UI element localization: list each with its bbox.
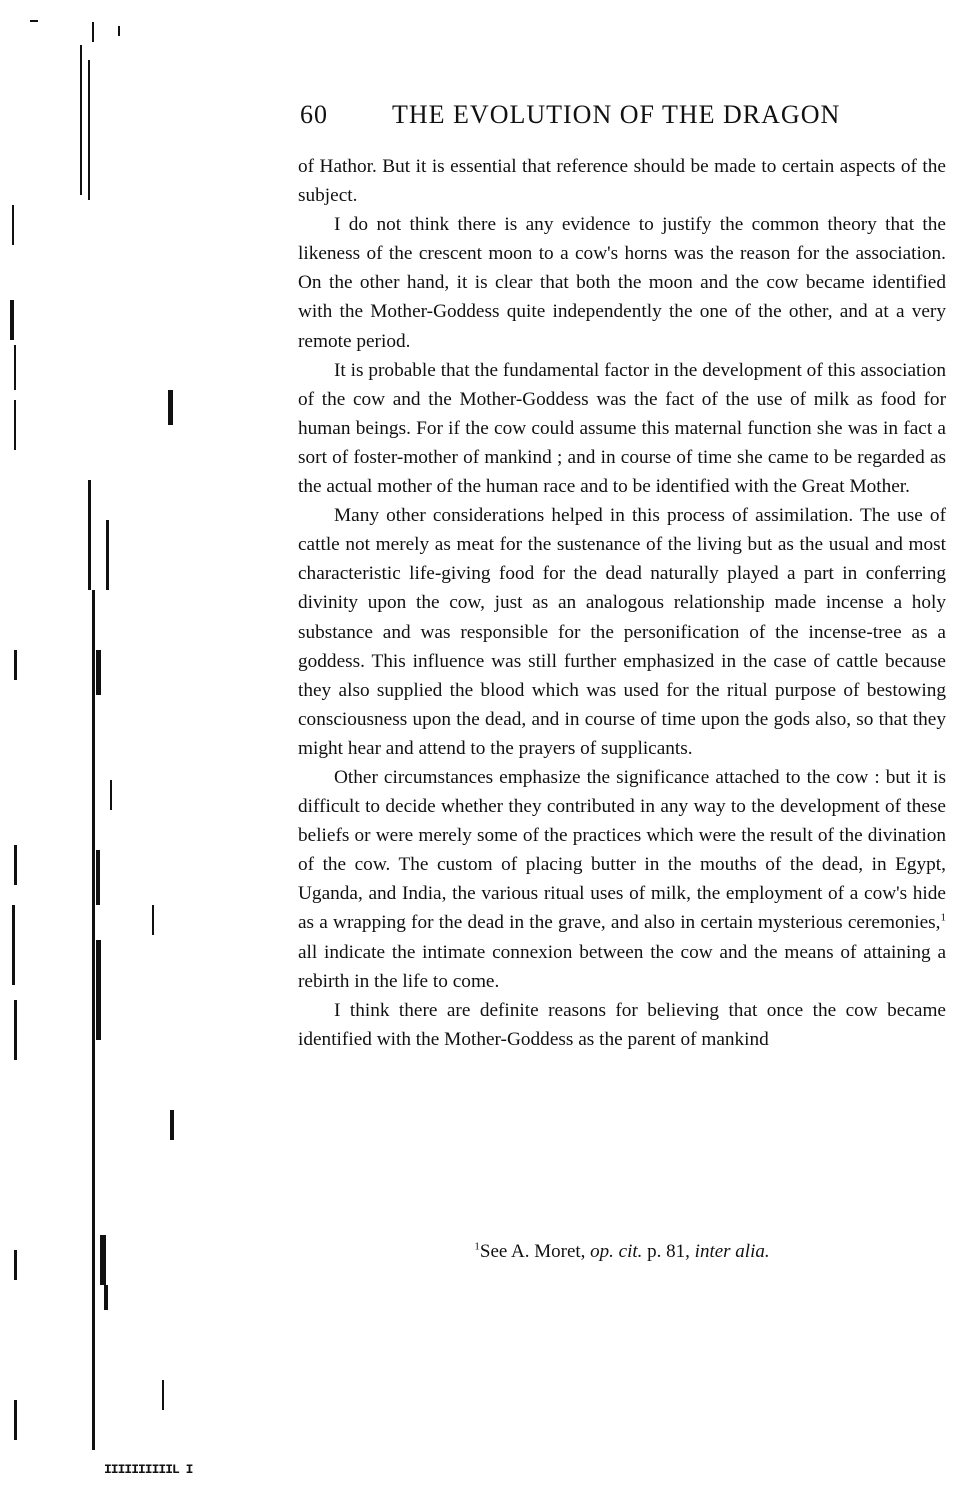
paragraph-text: all indicate the intimate connexion between the cow and the means of attaining a rebirth in the life to come. [298, 941, 946, 992]
footnote-inter-alia: inter alia. [694, 1241, 770, 1262]
scan-mark [88, 480, 91, 590]
footnote-op-cit: op. cit. [590, 1241, 643, 1262]
scan-mark [14, 400, 16, 450]
scan-mark [14, 845, 17, 885]
scan-mark [92, 590, 95, 1450]
scan-mark [88, 60, 90, 200]
paragraph-text: Other circumstances emphasize the significance attached to the cow : but it is difficult to decide whether they contributed in any way to the development of these beliefs or were merely some of the practices which were the result of the divination of the cow. The custom of placing butter in the mouths of the dead, in Egypt, Uganda, and India, the various ritual uses of milk, the employment of a cow's hide as a wrapping for the dead in the grave, and also in certain mysterious ceremonies, [298, 766, 946, 934]
paragraph: I do not think there is any evidence to justify the common theory that the likeness of the crescent moon to a cow's horns was the reason for the association. On the other hand, it is clear that both the moon and the cow became identified with the Mother-Goddess quite independently the one of the other, and at a very remote period. [298, 214, 946, 352]
scan-mark [96, 650, 101, 695]
scan-mark [104, 1285, 108, 1310]
paragraph: I think there are definite reasons for believing that once the cow became identified with the Mother-Goddess as the parent of mankind [298, 999, 946, 1050]
paragraph: Many other considerations helped in this process of assimilation. The use of cattle not merely as meat for the sustenance of the living but as the usual and most characteristic life-giving food for the dead naturally played a part in conferring divinity upon the cow, just as an analogous relationship made incense a holy substance and was responsible for the personification of the incense-tree as a goddess. This influence was still further emphasized in the case of cattle because they also supplied the blood which was used for the ritual purpose of bestowing consciousness upon the dead, and in course of time upon the gods also, so that they might hear and attend to the prayers of supplicants. [298, 505, 946, 759]
scan-mark [14, 1250, 17, 1280]
scan-mark [100, 1235, 106, 1285]
scan-mark [80, 45, 82, 195]
scan-mark [170, 1110, 174, 1140]
footnote-ref: 1 [940, 912, 946, 925]
paragraph: It is probable that the fundamental factor in the development of this association of the cow and the Mother-Goddess was the fact of the use of milk as food for human beings. For if the cow could assume this maternal function she was in fact a sort of foster-mother of mankind ; and in course of time she came to be regarded as the actual mother of the human race and to be identified with the Great Mother. [298, 359, 946, 498]
scan-mark [168, 390, 173, 425]
footnote-page-ref: p. 81, [642, 1241, 695, 1262]
running-header [298, 100, 958, 134]
footnote-lead: See A. Moret, [479, 1241, 591, 1262]
body-text [298, 152, 946, 1054]
scan-gutter-artifacts [0, 0, 200, 1494]
scan-mark [14, 1400, 17, 1440]
footnote [298, 1239, 946, 1265]
scan-mark [14, 345, 16, 390]
scan-margin-text: IIIIIIIIIIL I [104, 1462, 193, 1477]
scan-mark [12, 205, 14, 245]
page-number: 60 [300, 100, 328, 129]
scan-mark [10, 300, 14, 340]
footnote-mark: 1 [474, 1240, 480, 1253]
scan-mark [96, 940, 101, 1040]
scan-mark [162, 1380, 164, 1410]
scan-mark [96, 850, 100, 905]
scan-mark [152, 905, 154, 935]
scan-mark [92, 22, 94, 42]
scan-mark [30, 20, 38, 22]
scan-mark [14, 1000, 17, 1060]
paragraph-with-footnote-ref [298, 763, 946, 996]
scan-mark [12, 905, 15, 985]
running-title: THE EVOLUTION OF THE DRAGON [392, 100, 841, 129]
scan-mark [118, 26, 120, 36]
scan-mark [14, 650, 17, 680]
scan-mark [110, 780, 112, 810]
scan-mark [106, 520, 109, 590]
paragraph: of Hathor. But it is essential that reference should be made to certain aspects of the subject. [298, 156, 946, 207]
